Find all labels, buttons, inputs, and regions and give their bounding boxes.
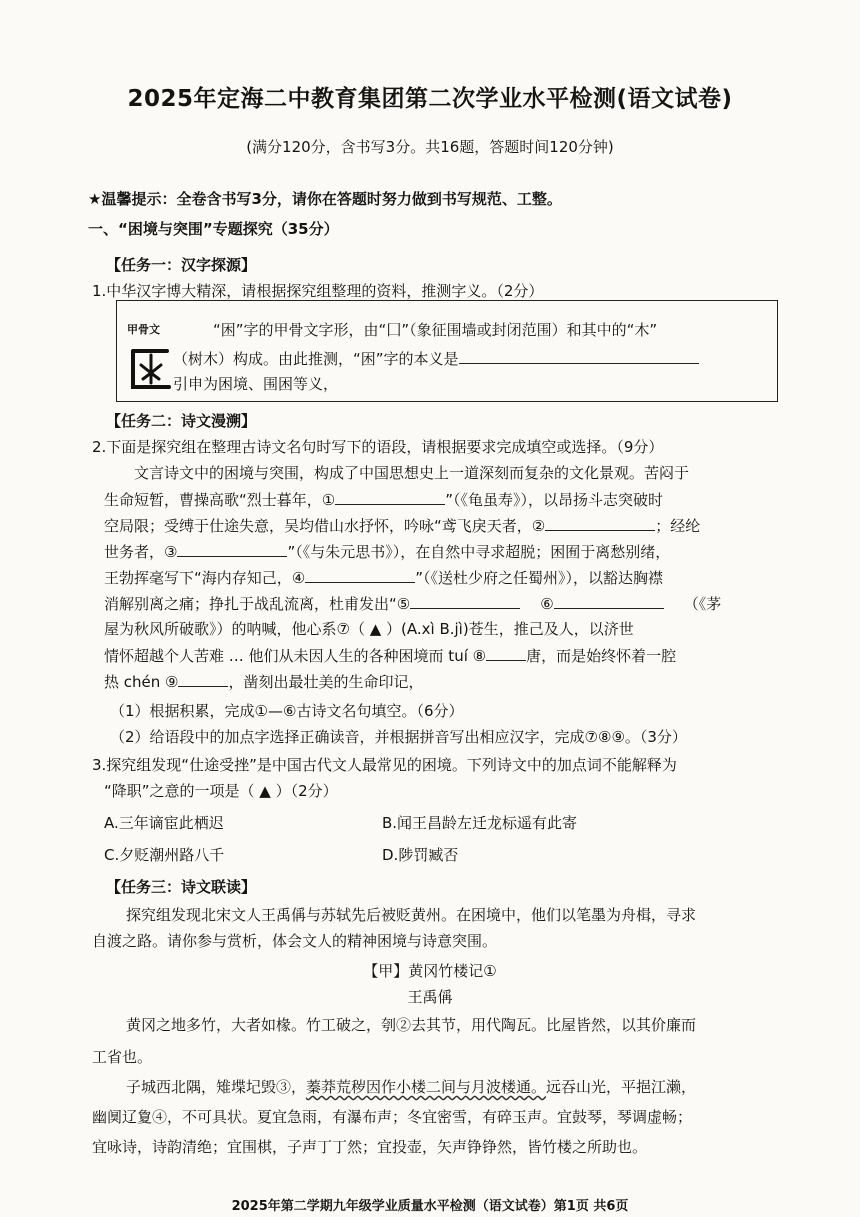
blank-5[interactable]: [410, 592, 520, 609]
passage-line-2: 工省也。: [92, 1048, 153, 1066]
passage-line-5: 宜咏诗，诗韵清绝；宜围棋，子声丁丁然；宜投壶，矢声铮铮然，皆竹楼之所助也。: [92, 1138, 648, 1156]
blank-4[interactable]: [305, 566, 415, 583]
task1-title: 【任务一：汉字探源】: [106, 256, 257, 274]
blank-6[interactable]: [554, 592, 664, 609]
paragraph-line-8: [104, 644, 676, 667]
task2-title: 【任务二：诗文漫溯】: [106, 412, 257, 430]
paragraph-line-2: [104, 488, 663, 511]
paragraph-line-7: 屋为秋风所破歌》）的呐喊，他心系⑦（ ▲ ）(A.xì B.jì)苍生，推己及人，以济世: [104, 620, 634, 638]
box-line-2: [173, 347, 699, 369]
passage-wavy-sentence: 蓁莽荒秽因作小楼二间与月波楼通。: [306, 1078, 547, 1096]
exam-subtitle: (满分120分，含书写3分。共16题，答题时间120分钟): [246, 138, 614, 156]
p4-text-a: 世务者，③: [104, 543, 178, 561]
p6-text-c: （《茅: [683, 595, 722, 613]
box-line-2-text: （树木）构成。由此推测，“困”字的本义是: [173, 350, 459, 368]
box-line-3: 引申为困境、围困等义，: [173, 375, 339, 393]
answer-blank-1[interactable]: [459, 347, 699, 364]
blank-8[interactable]: [486, 644, 526, 661]
subquestion-2: （2）给语段中的加点字选择正确读音，并根据拼音写出相应汉字，完成⑦⑧⑨。（3分）: [110, 728, 687, 746]
p2-text-a: 生命短暂，曹操高歌“烈士暮年，①: [104, 491, 336, 509]
blank-2[interactable]: [545, 514, 655, 531]
task3-intro-2: 自渡之路。请你参与赏析，体会文人的精神困境与诗意突围。: [92, 932, 498, 950]
passage-line-3: [126, 1076, 696, 1098]
task3-title: 【任务三：诗文联读】: [106, 878, 257, 896]
p8-text-b: 唐，而是始终怀着一腔: [526, 647, 677, 665]
p9-text-a: 热 chén ⑨: [104, 673, 179, 691]
paragraph-line-1: 文言诗文中的困境与突围，构成了中国思想史上一道深刻而复杂的文化景观。苦闷于: [134, 464, 690, 482]
blank-3[interactable]: [177, 540, 287, 557]
option-d[interactable]: D.陟罚臧否: [382, 846, 459, 864]
oracle-label: 甲骨文: [127, 323, 160, 336]
paragraph-line-9: [104, 670, 424, 693]
p3-text-b: ；经纶: [655, 517, 701, 535]
option-a[interactable]: A.三年谪宦此栖迟: [104, 814, 224, 832]
p2-text-b: ”（《龟虽寿》），以昂扬斗志突破时: [445, 491, 664, 509]
paragraph-line-6: [104, 592, 721, 615]
option-c[interactable]: C.夕贬潮州路八千: [104, 846, 225, 864]
p6-text-b: ⑥: [540, 595, 554, 613]
question-1: 1.中华汉字博大精深，请根据探究组整理的资料，推测字义。（2分）: [92, 282, 544, 300]
option-b[interactable]: B.闻王昌龄左迁龙标遥有此寄: [382, 814, 578, 832]
question-3-line-2: “降职”之意的一项是（ ▲ ）（2分）: [104, 782, 338, 800]
p5-text-b: ”（《送杜少府之任蜀州》），以豁达胸襟: [415, 569, 664, 587]
section1-title: 一、“困境与突围”专题探究（35分）: [88, 220, 339, 238]
task3-intro-1: 探究组发现北宋文人王禹偁与苏轼先后被贬黄州。在困境中，他们以笔墨为舟楫，寻求: [126, 906, 697, 924]
page-title: 2025年定海二中教育集团第二次学业水平检测(语文试卷): [127, 86, 733, 112]
passage-author: 王禹偁: [407, 988, 453, 1006]
question-3-line-1: 3.探究组发现“仕途受挫”是中国古代文人最常见的困境。下列诗文中的加点词不能解释为: [92, 756, 677, 774]
p3-text-a: 空局限；受缚于仕途失意，吴均借山水抒怀，吟咏“鸢飞戾天者，②: [104, 517, 546, 535]
passage-line-3-a: 子城西北隅，雉堞圮毁③，: [126, 1078, 307, 1096]
blank-9[interactable]: [178, 670, 228, 687]
paragraph-line-4: [104, 540, 670, 563]
passage-title: 【甲】黄冈竹楼记①: [363, 962, 497, 980]
blank-1[interactable]: [335, 488, 445, 505]
p4-text-b: ”（《与朱元思书》），在自然中寻求超脱；困囿于离愁别绪，: [287, 543, 671, 561]
paragraph-line-3: [104, 514, 700, 537]
oracle-box: [116, 300, 778, 402]
passage-line-4: 幽阒辽夐④，不可具状。夏宜急雨，有瀑布声；冬宜密雪，有碎玉声。宜鼓琴，琴调虚畅；: [92, 1108, 693, 1126]
p8-text-a: 情怀超越个人苦难 … 他们从未因人生的各种困境而 tuí ⑧: [104, 647, 487, 665]
oracle-bone-glyph-icon: [127, 345, 175, 393]
paragraph-line-5: [104, 566, 663, 589]
passage-line-3-c: 远吞山光，平挹江濑，: [546, 1078, 697, 1096]
p5-text-a: 王勃挥毫写下“海内存知己，④: [104, 569, 306, 587]
page-footer: 2025年第二学期九年级学业质量水平检测（语文试卷）第1页 共6页: [231, 1199, 629, 1214]
question-2: 2.下面是探究组在整理古诗文名句时写下的语段，请根据要求完成填空或选择。（9分）: [92, 438, 664, 456]
subquestion-1: （1）根据积累，完成①—⑥古诗文名句填空。（6分）: [110, 702, 464, 720]
p9-text-b: ，凿刻出最壮美的生命印记，: [228, 673, 424, 691]
p6-text-a: 消解别离之痛；挣扎于战乱流离，杜甫发出“⑤: [104, 595, 411, 613]
notice: ★温馨提示：全卷含书写3分，请你在答题时努力做到书写规范、工整。: [88, 190, 562, 208]
box-line-1: “困”字的甲骨文字形，由“囗”（象征围墙或封闭范围）和其中的“木”: [213, 321, 658, 339]
passage-line-1: 黄冈之地多竹，大者如椽。竹工破之，刳②去其节，用代陶瓦。比屋皆然，以其价廉而: [126, 1016, 697, 1034]
